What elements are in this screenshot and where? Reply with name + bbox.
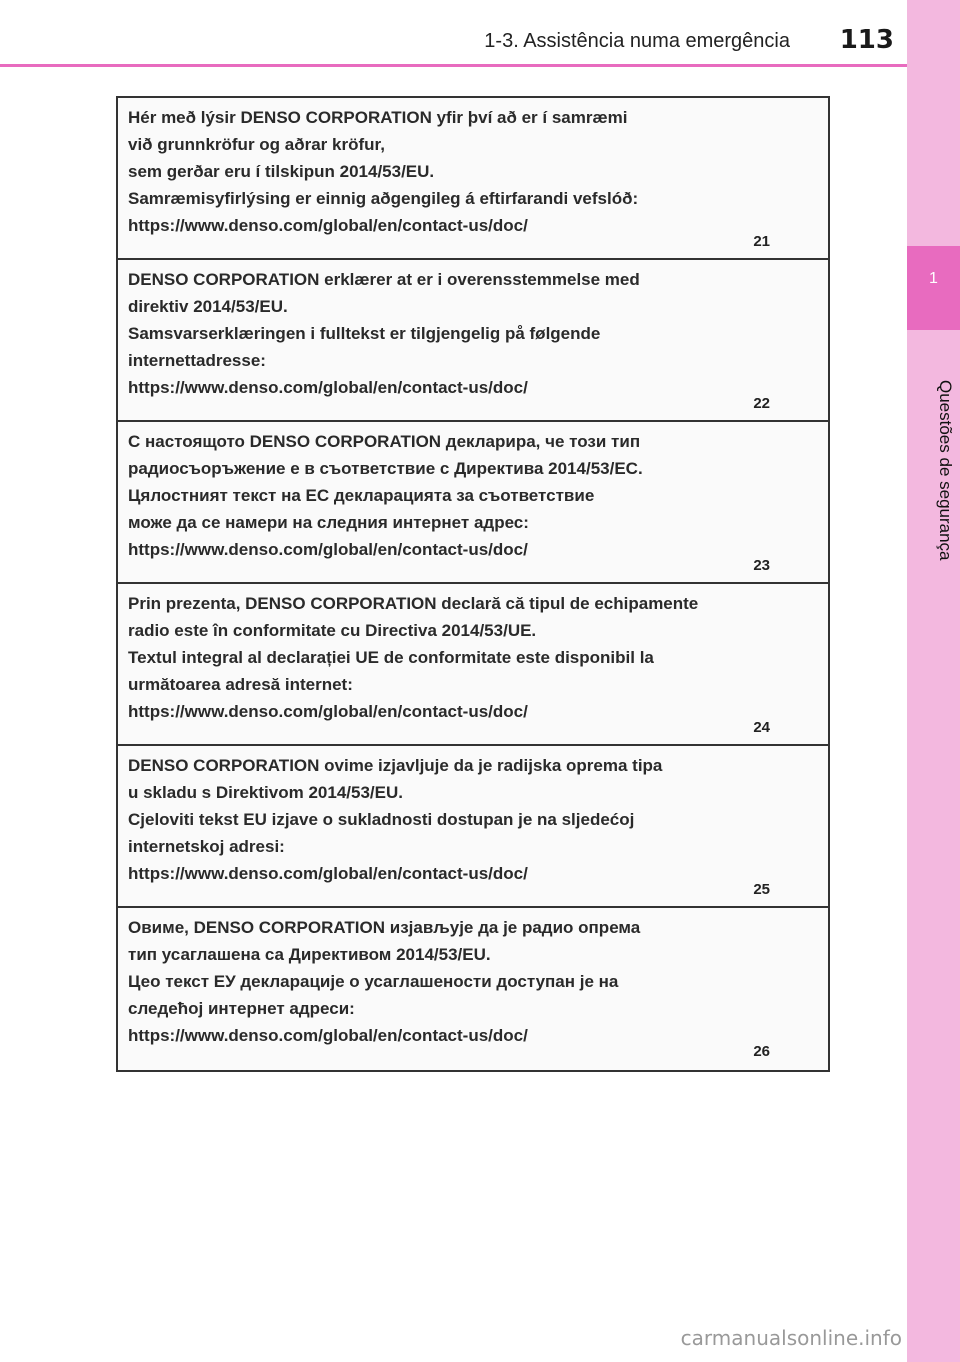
declaration-line: Prin prezenta, DENSO CORPORATION declară că tipul de echipamente [128, 594, 699, 613]
declaration-url: https://www.denso.com/global/en/contact-us/doc/ [128, 216, 528, 235]
declaration-line: С настоящото DENSO CORPORATION декларира, че този тип [128, 432, 641, 451]
declaration-url: https://www.denso.com/global/en/contact-us/doc/ [128, 1026, 528, 1045]
declaration-cell [118, 746, 828, 908]
declaration-line: Цео текст ЕУ декларације о усаглашености доступан је на [128, 972, 619, 991]
cell-number: 23 [753, 557, 770, 574]
declaration-line: може да се намери на следния интернет адрес: [128, 513, 529, 532]
declaration-line: DENSO CORPORATION ovime izjavljuje da je radijska oprema tipa [128, 756, 663, 775]
declaration-line: Samræmisyfirlýsing er einnig aðgengileg á eftirfarandi vefslóð: [128, 189, 639, 208]
declaration-line: Овиме, DENSO CORPORATION изјављује да је радио опрема [128, 918, 641, 937]
declaration-cell [118, 422, 828, 584]
declaration-url: https://www.denso.com/global/en/contact-us/doc/ [128, 864, 528, 883]
declaration-line: u skladu s Direktivom 2014/53/EU. [128, 783, 403, 802]
chapter-number: 1 [929, 270, 938, 287]
cell-number: 21 [753, 233, 770, 250]
declaration-line: radio este în conformitate cu Directiva 2014/53/UE. [128, 621, 537, 640]
declaration-url: https://www.denso.com/global/en/contact-us/doc/ [128, 540, 528, 559]
watermark-text: carmanualsonline.info [680, 1326, 902, 1350]
declaration-line: Цялостният текст на ЕС декларацията за съответствие [128, 486, 595, 505]
section-title: 1-3. Assistência numa emergência [484, 30, 790, 52]
declaration-cell [118, 908, 828, 1068]
chapter-side-tab [907, 0, 960, 1362]
declaration-cell [118, 260, 828, 422]
declaration-line: следећој интернет адреси: [128, 999, 355, 1018]
cell-number: 26 [753, 1043, 770, 1060]
declaration-line: Hér með lýsir DENSO CORPORATION yfir því að er í samræmi [128, 108, 628, 127]
cell-number: 22 [753, 395, 770, 412]
declaration-line: următoarea adresă internet: [128, 675, 353, 694]
header-rule [0, 64, 907, 67]
declaration-cell [118, 98, 828, 260]
declaration-line: sem gerðar eru í tilskipun 2014/53/EU. [128, 162, 435, 181]
chapter-title: Questões de segurança [936, 379, 955, 561]
chapter-tab-marker[interactable] [907, 246, 960, 330]
cell-number: 24 [753, 719, 770, 736]
declaration-line: тип усаглашена са Директивом 2014/53/EU. [128, 945, 491, 964]
page-number: 113 [839, 25, 894, 55]
declaration-line: direktiv 2014/53/EU. [128, 297, 288, 316]
declaration-url: https://www.denso.com/global/en/contact-us/doc/ [128, 378, 528, 397]
declaration-url: https://www.denso.com/global/en/contact-us/doc/ [128, 702, 528, 721]
declaration-line: internettadresse: [128, 351, 266, 370]
declaration-line: Textul integral al declarației UE de conformitate este disponibil la [128, 648, 654, 667]
declaration-line: DENSO CORPORATION erklærer at er i overensstemmelse med [128, 270, 640, 289]
declaration-line: Samsvarserklæringen i fulltekst er tilgjengelig på følgende [128, 324, 601, 343]
declaration-cell [118, 584, 828, 746]
cell-number: 25 [753, 881, 770, 898]
declaration-line: internetskoj adresi: [128, 837, 285, 856]
declaration-line: Cjeloviti tekst EU izjave o sukladnosti dostupan je na sljedećoj [128, 810, 635, 829]
declaration-table [116, 96, 830, 1072]
declaration-line: радиосъоръжение е в съответствие с Директива 2014/53/ЕС. [128, 459, 643, 478]
declaration-line: við grunnkröfur og aðrar kröfur, [128, 135, 385, 154]
